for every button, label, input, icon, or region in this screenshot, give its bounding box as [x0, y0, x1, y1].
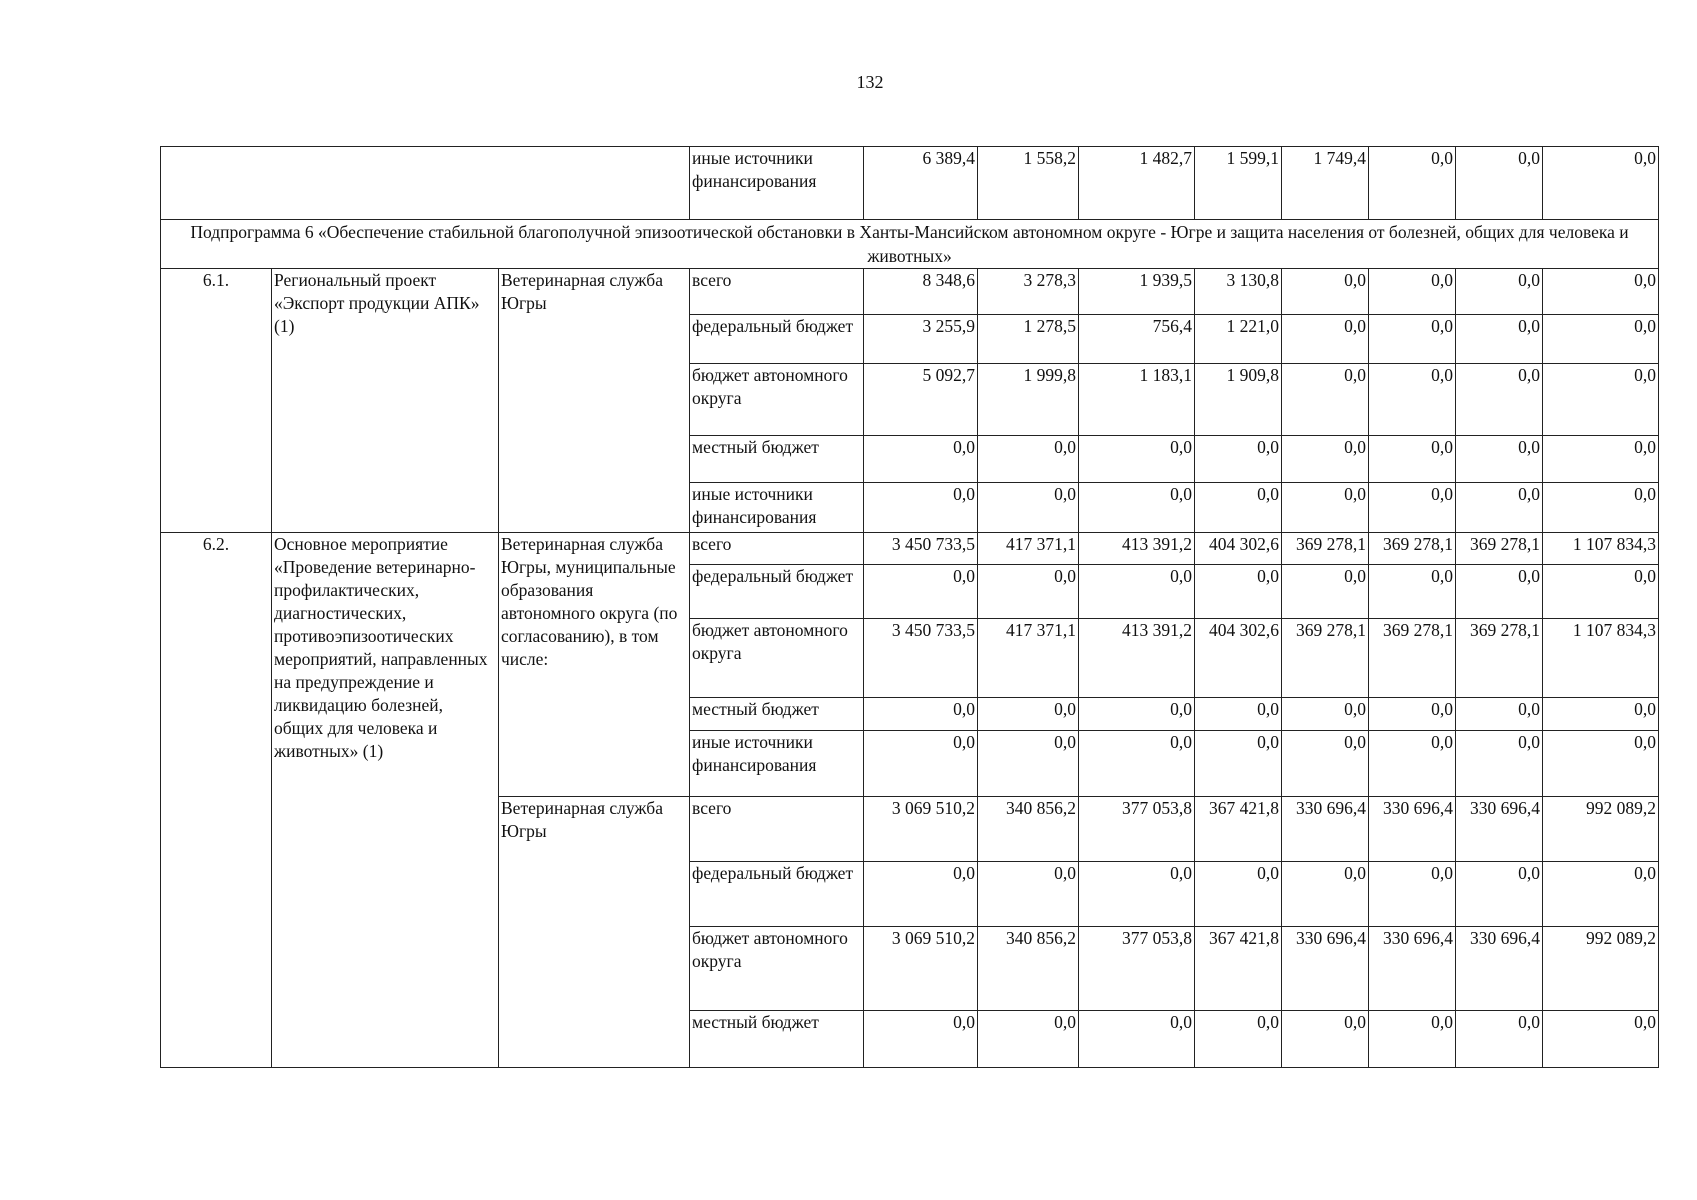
source-cell [690, 797, 864, 862]
value-cell: 0,0 [978, 698, 1079, 731]
value-cell: 0,0 [1195, 436, 1282, 483]
value-cell: 0,0 [1282, 862, 1369, 927]
value-cell: 404 302,6 [1195, 533, 1282, 565]
value-cell: 3 130,8 [1195, 269, 1282, 315]
item-name: Основное мероприятие «Проведение ветеринарно-профилактических, диагностических, противоэпизоотических мероприятий, направленных на предупреждение и ликвидацию болезней, общих для человека и животных» (1) [272, 533, 499, 1068]
value-cell: 0,0 [1543, 731, 1659, 797]
value-cell: 0,0 [1282, 269, 1369, 315]
value-cell: 0,0 [1195, 731, 1282, 797]
item-executor: Ветеринарная служба Югры [499, 269, 690, 533]
source-label: всего [692, 270, 732, 290]
empty-cell [161, 147, 690, 220]
value-cell: 0,0 [1282, 436, 1369, 483]
value-cell: 1 909,8 [1195, 364, 1282, 436]
source-label: местный бюджет [692, 437, 819, 457]
value-cell: 340 856,2 [978, 797, 1079, 862]
value-cell: 0,0 [1195, 862, 1282, 927]
value-cell: 0,0 [1079, 565, 1195, 619]
value-cell: 0,0 [1282, 483, 1369, 533]
value-cell: 0,0 [1456, 315, 1543, 364]
item-code: 6.1. [161, 269, 272, 533]
value-cell: 0,0 [1456, 269, 1543, 315]
subprogram-title: Подпрограмма 6 «Обеспечение стабильной благополучной эпизоотической обстановки в Ханты-Мансийском автономном округе - Югре и защита населения от болезней, общих для человека и животных» [161, 220, 1659, 269]
value-cell: 0,0 [1079, 698, 1195, 731]
value-cell: 340 856,2 [978, 927, 1079, 1011]
value-cell: 0,0 [978, 731, 1079, 797]
value-cell: 417 371,1 [978, 619, 1079, 698]
value-cell: 0,0 [1456, 862, 1543, 927]
value-cell: 0,0 [1456, 731, 1543, 797]
value-cell: 377 053,8 [1079, 797, 1195, 862]
item-executor: Ветеринарная служба Югры [499, 797, 690, 1068]
value-cell: 0,0 [1079, 436, 1195, 483]
source-cell: иные источники финансирования [690, 147, 864, 220]
value-cell: 0,0 [1456, 698, 1543, 731]
value-cell: 0,0 [1079, 862, 1195, 927]
item-code: 6.2. [161, 533, 272, 1068]
value-cell: 0,0 [1282, 364, 1369, 436]
value-cell: 0,0 [1282, 1011, 1369, 1068]
value-cell: 1 107 834,3 [1543, 619, 1659, 698]
value-cell: 0,0 [1195, 698, 1282, 731]
value-cell: 0,0 [978, 565, 1079, 619]
source-cell [690, 269, 864, 315]
value-cell: 6 389,4 [864, 147, 978, 220]
value-cell: 330 696,4 [1369, 927, 1456, 1011]
value-cell: 992 089,2 [1543, 797, 1659, 862]
value-cell: 0,0 [864, 565, 978, 619]
value-cell: 0,0 [1543, 315, 1659, 364]
value-cell: 0,0 [1543, 565, 1659, 619]
value-cell: 417 371,1 [978, 533, 1079, 565]
value-cell: 0,0 [1456, 1011, 1543, 1068]
table-row [161, 269, 1659, 315]
value-cell: 1 558,2 [978, 147, 1079, 220]
value-cell: 367 421,8 [1195, 927, 1282, 1011]
source-label: федеральный бюджет [692, 863, 854, 883]
value-cell: 3 255,9 [864, 315, 978, 364]
source-label: федеральный бюджет [692, 316, 854, 336]
value-cell: 369 278,1 [1456, 533, 1543, 565]
source-label: всего [692, 534, 732, 554]
value-cell: 0,0 [1369, 731, 1456, 797]
source-cell [690, 483, 864, 533]
value-cell: 0,0 [1195, 483, 1282, 533]
value-cell: 1 939,5 [1079, 269, 1195, 315]
source-cell [690, 698, 864, 731]
value-cell: 0,0 [1369, 147, 1456, 220]
value-cell: 0,0 [1369, 1011, 1456, 1068]
source-cell [690, 436, 864, 483]
value-cell: 0,0 [1369, 436, 1456, 483]
value-cell: 0,0 [1543, 483, 1659, 533]
value-cell: 992 089,2 [1543, 927, 1659, 1011]
value-cell: 0,0 [1195, 1011, 1282, 1068]
source-label: местный бюджет [692, 1012, 819, 1032]
value-cell: 0,0 [864, 698, 978, 731]
value-cell: 756,4 [1079, 315, 1195, 364]
value-cell: 0,0 [978, 436, 1079, 483]
subprogram-row [161, 220, 1659, 269]
source-label: бюджет автономного округа [692, 928, 848, 971]
source-label: бюджет автономного округа [692, 620, 848, 663]
source-label: бюджет автономного округа [692, 365, 848, 408]
source-cell [690, 533, 864, 565]
value-cell: 330 696,4 [1282, 927, 1369, 1011]
value-cell: 367 421,8 [1195, 797, 1282, 862]
value-cell: 369 278,1 [1369, 619, 1456, 698]
value-cell: 0,0 [978, 862, 1079, 927]
value-cell: 0,0 [1543, 436, 1659, 483]
value-cell: 330 696,4 [1456, 927, 1543, 1011]
page-number: 132 [856, 72, 884, 92]
value-cell: 3 069 510,2 [864, 797, 978, 862]
value-cell: 0,0 [978, 1011, 1079, 1068]
table-row [161, 147, 1659, 220]
value-cell: 0,0 [1079, 1011, 1195, 1068]
value-cell: 0,0 [1543, 862, 1659, 927]
source-label: иные источники финансирования [692, 484, 817, 527]
value-cell: 0,0 [1282, 315, 1369, 364]
value-cell: 1 107 834,3 [1543, 533, 1659, 565]
value-cell: 0,0 [1456, 483, 1543, 533]
value-cell: 0,0 [864, 862, 978, 927]
item-executor: Ветеринарная служба Югры, муниципальные образования автономного округа (по согласованию), в том числе: [499, 533, 690, 797]
value-cell: 1 482,7 [1079, 147, 1195, 220]
source-label: всего [692, 798, 732, 818]
value-cell: 0,0 [1543, 269, 1659, 315]
table-row [161, 533, 1659, 565]
value-cell: 0,0 [1456, 147, 1543, 220]
value-cell: 1 278,5 [978, 315, 1079, 364]
value-cell: 0,0 [1456, 364, 1543, 436]
value-cell: 0,0 [1079, 483, 1195, 533]
value-cell: 413 391,2 [1079, 619, 1195, 698]
source-cell [690, 565, 864, 619]
value-cell: 0,0 [1282, 565, 1369, 619]
value-cell: 3 450 733,5 [864, 533, 978, 565]
value-cell: 5 092,7 [864, 364, 978, 436]
value-cell: 0,0 [1543, 364, 1659, 436]
budget-table [160, 146, 1659, 1068]
value-cell: 1 999,8 [978, 364, 1079, 436]
value-cell: 0,0 [1456, 565, 1543, 619]
source-cell [690, 1011, 864, 1068]
source-cell [690, 315, 864, 364]
source-cell [690, 619, 864, 698]
item-name: Региональный проект «Экспорт продукции АПК» (1) [272, 269, 499, 533]
value-cell: 8 348,6 [864, 269, 978, 315]
value-cell: 1 749,4 [1282, 147, 1369, 220]
value-cell: 1 221,0 [1195, 315, 1282, 364]
source-label: федеральный бюджет [692, 566, 854, 586]
value-cell: 330 696,4 [1456, 797, 1543, 862]
value-cell: 0,0 [1369, 698, 1456, 731]
value-cell: 369 278,1 [1282, 619, 1369, 698]
value-cell: 377 053,8 [1079, 927, 1195, 1011]
value-cell: 0,0 [1369, 364, 1456, 436]
value-cell: 0,0 [1456, 436, 1543, 483]
value-cell: 1 599,1 [1195, 147, 1282, 220]
source-label: местный бюджет [692, 699, 819, 719]
value-cell: 0,0 [1195, 565, 1282, 619]
value-cell: 0,0 [1282, 698, 1369, 731]
value-cell: 0,0 [864, 1011, 978, 1068]
value-cell: 0,0 [1369, 315, 1456, 364]
value-cell: 330 696,4 [1282, 797, 1369, 862]
value-cell: 0,0 [1543, 147, 1659, 220]
value-cell: 0,0 [1369, 565, 1456, 619]
value-cell: 369 278,1 [1369, 533, 1456, 565]
value-cell: 0,0 [864, 731, 978, 797]
value-cell: 0,0 [1543, 698, 1659, 731]
source-cell [690, 364, 864, 436]
value-cell: 0,0 [1543, 1011, 1659, 1068]
value-cell: 330 696,4 [1369, 797, 1456, 862]
value-cell: 0,0 [864, 436, 978, 483]
value-cell: 0,0 [978, 483, 1079, 533]
value-cell: 1 183,1 [1079, 364, 1195, 436]
value-cell: 369 278,1 [1456, 619, 1543, 698]
value-cell: 3 278,3 [978, 269, 1079, 315]
value-cell: 0,0 [1369, 269, 1456, 315]
source-cell [690, 862, 864, 927]
value-cell: 0,0 [864, 483, 978, 533]
value-cell: 0,0 [1282, 731, 1369, 797]
value-cell: 3 069 510,2 [864, 927, 978, 1011]
source-cell [690, 927, 864, 1011]
value-cell: 0,0 [1079, 731, 1195, 797]
source-label: иные источники финансирования [692, 732, 817, 775]
source-cell [690, 731, 864, 797]
value-cell: 3 450 733,5 [864, 619, 978, 698]
value-cell: 413 391,2 [1079, 533, 1195, 565]
value-cell: 0,0 [1369, 862, 1456, 927]
value-cell: 369 278,1 [1282, 533, 1369, 565]
value-cell: 404 302,6 [1195, 619, 1282, 698]
value-cell: 0,0 [1369, 483, 1456, 533]
